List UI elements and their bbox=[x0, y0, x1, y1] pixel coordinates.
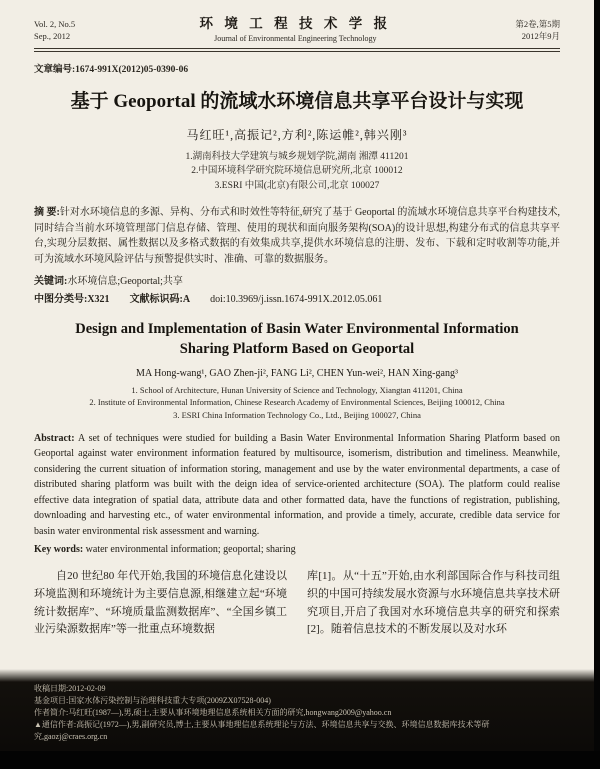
authors-en: MA Hong-wang¹, GAO Zhen-ji², FANG Li², CHEN Yun-wei², HAN Xing-gang³ bbox=[136, 367, 458, 379]
paper-title-en-line2: Sharing Platform Based on Geoportal bbox=[179, 341, 415, 358]
keywords-en bbox=[34, 544, 560, 555]
journal-title-cn: 环 境 工 程 技 术 学 报 bbox=[199, 16, 392, 31]
keywords-en-label: Key words: bbox=[34, 544, 84, 556]
abstract-cn bbox=[34, 205, 560, 268]
volume-number-cn: 第2卷,第5期 bbox=[515, 18, 560, 29]
affiliation-en-2: 2. Institute of Environmental Information, Chinese Research Academy of Environmental Sciences, Beijing 100012, China bbox=[89, 397, 505, 408]
keywords-cn-text: 水环境信息;Geoportal;共享 bbox=[67, 276, 183, 288]
journal-header bbox=[34, 12, 560, 43]
abstract-en bbox=[34, 431, 560, 540]
footnotes bbox=[0, 669, 594, 751]
affiliation-cn-2: 2.中国环境科学研究院环境信息研究所,北京 100012 bbox=[191, 166, 403, 177]
footnote-corresponding-author: ▲通信作者:高振记(1972—),男,副研究员,博士,主要从事地理信息系统理论与方法、环境信息共享与交换、环境信息数据库技术等研究,gaozj@craes.org.cn bbox=[34, 720, 490, 741]
scan-edge-bottom bbox=[0, 751, 600, 769]
paper-title-cn: 基于 Geoportal 的流域水环境信息共享平台设计与实现 bbox=[70, 91, 524, 112]
volume-number: Vol. 2, No.5 bbox=[34, 18, 76, 29]
affiliation-cn-3: 3.ESRI 中国(北京)有限公司,北京 100027 bbox=[214, 181, 380, 192]
scan-edge-right bbox=[594, 0, 600, 769]
paper-title-en-line1: Design and Implementation of Basin Water Environmental Information bbox=[75, 321, 519, 338]
issue-date-cn: 2012年9月 bbox=[521, 31, 560, 42]
header-rule bbox=[34, 48, 560, 52]
footnote-author-bio: 作者简介:马红旺(1987—),男,硕士,主要从事环境地理信息系统相关方面的研究,hongwang2009@yahoo.cn bbox=[34, 708, 392, 717]
body-columns bbox=[34, 568, 560, 638]
header-volume-left bbox=[34, 18, 75, 44]
keywords-cn bbox=[34, 272, 560, 287]
journal-title-en: Journal of Environmental Engineering Technology bbox=[214, 34, 377, 43]
affiliations-cn bbox=[34, 150, 560, 194]
doi: doi:10.3969/j.issn.1674-991X.2012.05.061 bbox=[210, 294, 383, 306]
affiliation-en-3: 3. ESRI China Information Technology Co., Ltd., Beijing 100027, China bbox=[173, 410, 421, 421]
keywords-en-text: water environmental information; geoportal; sharing bbox=[85, 544, 296, 556]
keywords-cn-label: 关键词: bbox=[34, 276, 68, 288]
authors-cn: 马红旺¹,高振记²,方利²,陈运帷²,韩兴刚³ bbox=[186, 127, 408, 142]
article-number: 文章编号:1674-991X(2012)05-0390-06 bbox=[34, 65, 189, 75]
document-code: 文献标识码:A bbox=[129, 294, 191, 306]
affiliation-en-1: 1. School of Architecture, Hunan University of Science and Technology, Xiangtan 411201, China bbox=[131, 384, 463, 395]
paper-title-en bbox=[34, 319, 560, 360]
footnote-funding: 基金项目:国家水体污染控制与治理科技重大专项(2009ZX07528-004) bbox=[34, 696, 271, 705]
affiliation-cn-1: 1.湖南科技大学建筑与城乡规划学院,湖南 湘潭 411201 bbox=[185, 151, 409, 162]
body-column-right: 库[1]。从“十五”开始,由水利部国际合作与科技司组织的中国可持续发展水资源与水环境信息共享技术研究项目,开启了我国对水环境信息共享的研究和探索[2]。随着信息技术的不断发展以及对水环 bbox=[307, 570, 560, 636]
clc-line bbox=[34, 290, 560, 305]
body-column-left: 自20 世纪80 年代开始,我国的环境信息化建设以环境监测和环境统计为主要信息源,相继建立起“环境统计数据库”、“环境质量监测数据库”、“全国乡镇工业污染源数据库”等一批重点环境数据 bbox=[34, 570, 287, 636]
abstract-en-text: A set of techniques were studied for building a Basin Water Environmental Information Sharing Platform based on Geoportal against water environment information featured by multisource, isomerism, distribution and timeliness. Meanwhile, considering the current situation of information storing, management and use by the water environmental departments, a case of distributed sharing platform was built with the deign idea of service-oriented architecture (SOA). The platform could realise effective data integration of spatial data, attribute data and other formatted data, have the functions of registration, publishing, downloading and harvesting etc., of water environmental information, and provide a timely, accurate, credible data service for basin water environmental risk assessment and warning. bbox=[34, 432, 561, 537]
clc-number: 中图分类号:X321 bbox=[34, 294, 110, 306]
issue-date-en: Sep., 2012 bbox=[34, 31, 71, 42]
affiliations-en bbox=[34, 384, 560, 422]
abstract-cn-text: 针对水环境信息的多源、异构、分布式和时效性等特征,研究了基于 Geoportal 的流域水环境信息共享平台构建技术,同时结合当前水环境管理部门信息存储、管理、使用的现状和面向服务架构(SOA)的设计思想,构建分布式的信息共享平台,实现分层数据、属性数据以及多格式数据的有效集成共享,提供水环境信息的注册、发布、下载和定时收割等功能,并可为流域水环境风险评估与预警提供实时、准确、可靠的数据服务。 bbox=[34, 206, 560, 266]
abstract-cn-label: 摘 要: bbox=[34, 206, 60, 218]
header-volume-right bbox=[515, 18, 560, 44]
journal-title-block bbox=[199, 12, 391, 43]
footnote-received-date: 收稿日期:2012-02-09 bbox=[34, 684, 106, 693]
abstract-en-label: Abstract: bbox=[34, 432, 75, 444]
